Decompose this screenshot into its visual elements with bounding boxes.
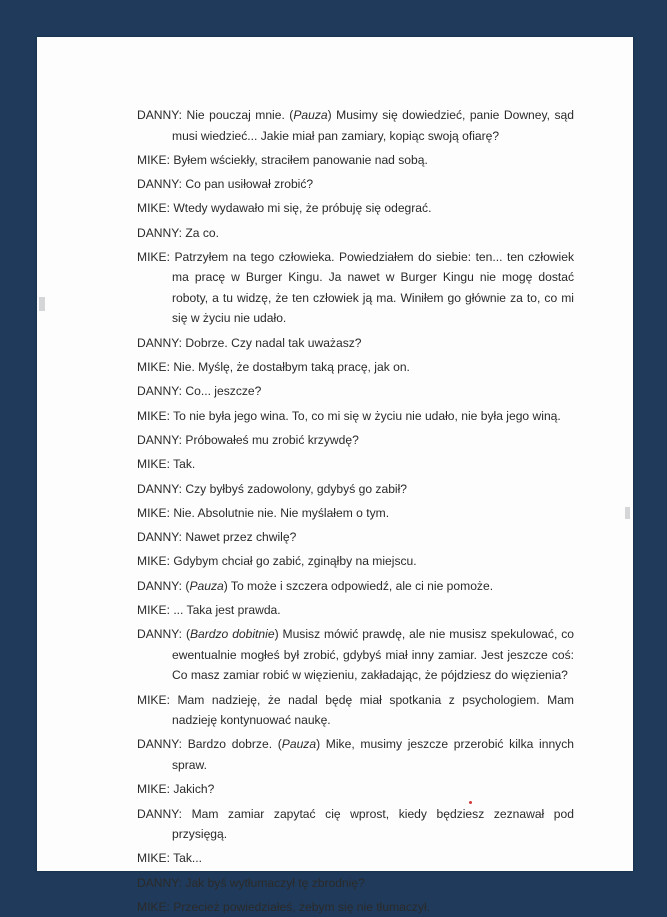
dialogue-line — [137, 406, 574, 427]
speech-text: Czy byłbyś zadowolony, gdybyś go zabił? — [185, 481, 408, 496]
dialogue-line — [137, 779, 574, 800]
speech-text: Jakich? — [173, 782, 215, 797]
scan-smudge — [625, 507, 630, 519]
speaker-name: MIKE: — [137, 201, 170, 216]
speaker-name: MIKE: — [137, 554, 170, 569]
speech-text: ... Taka jest prawda. — [173, 603, 281, 618]
speaker-name: DANNY: — [137, 578, 183, 593]
dialogue-line — [137, 454, 574, 475]
speech-text: Jak byś wytłumaczył tę zbrodnię? — [185, 875, 365, 890]
speech-text: Próbowałeś mu zrobić krzywdę? — [185, 432, 359, 447]
speech-text: (Pauza) To może i szczera odpowiedź, ale ci nie pomoże. — [185, 578, 494, 593]
speaker-name: DANNY: — [137, 177, 183, 192]
dialogue-line — [137, 479, 574, 500]
dialogue-line — [137, 527, 574, 548]
stage-direction: Pauza — [189, 578, 224, 593]
speech-text: Nie. Absolutnie nie. Nie myślałem o tym. — [173, 505, 390, 520]
dialogue-script — [137, 105, 574, 917]
dialogue-line — [137, 247, 574, 329]
dialogue-line — [137, 198, 574, 219]
speaker-name: MIKE: — [137, 408, 170, 423]
dialogue-line — [137, 804, 574, 845]
speaker-name: DANNY: — [137, 737, 183, 752]
dialogue-line — [137, 848, 574, 869]
speech-text: Za co. — [185, 225, 220, 240]
dialogue-line — [137, 503, 574, 524]
dialogue-line — [137, 430, 574, 451]
speaker-name: MIKE: — [137, 249, 170, 264]
speaker-name: MIKE: — [137, 505, 170, 520]
speech-text: Gdybym chciał go zabić, zginąłby na miejscu. — [173, 554, 417, 569]
speaker-name: MIKE: — [137, 899, 170, 914]
speech-text: To nie była jego wina. To, co mi się w życiu nie udało, nie była jego winą. — [173, 408, 561, 423]
dialogue-line — [137, 873, 574, 894]
speech-text: Tak... — [173, 851, 202, 866]
speaker-name: DANNY: — [137, 335, 183, 350]
speech-text: Patrzyłem na tego człowieka. Powiedziałem do siebie: ten... ten człowiek ma pracę w Burger Kingu. Ja nawet w Burger Kingu nie mogę dostać roboty, a tu widzę, że ten człowiek ją ma. Winiłem go głównie za to, co mi się w życiu nie udało. — [172, 249, 574, 326]
dialogue-line — [137, 150, 574, 171]
speaker-name: DANNY: — [137, 481, 183, 496]
speaker-name: MIKE: — [137, 692, 170, 707]
speaker-name: DANNY: — [137, 108, 183, 122]
dialogue-line — [137, 551, 574, 572]
speech-text: Nawet przez chwilę? — [185, 530, 297, 545]
speech-text: Byłem wściekły, straciłem panowanie nad sobą. — [173, 152, 428, 167]
dialogue-line — [137, 624, 574, 686]
document-page — [37, 37, 633, 914]
speech-text: Co pan usiłował zrobić? — [185, 177, 314, 192]
speaker-name: DANNY: — [137, 225, 183, 240]
dialogue-line — [137, 105, 574, 146]
speech-text: Wtedy wydawało mi się, że próbuję się odegrać. — [173, 201, 432, 216]
speech-text: Dobrze. Czy nadal tak uważasz? — [185, 335, 362, 350]
speech-text: Bardzo dobrze. (Pauza) Mike, musimy jeszcze przerobić kilka innych spraw. — [172, 737, 574, 772]
speech-text: Tak. — [173, 457, 196, 472]
stage-direction: Bardzo dobitnie — [189, 627, 275, 642]
speaker-name: MIKE: — [137, 851, 170, 866]
speech-text: Co... jeszcze? — [185, 384, 262, 399]
speaker-name: DANNY: — [137, 627, 183, 642]
speaker-name: DANNY: — [137, 806, 183, 821]
dialogue-line — [137, 357, 574, 378]
speech-text: Przecież powiedziałeś, żebym się nie tłumaczył. — [173, 899, 431, 914]
speaker-name: MIKE: — [137, 457, 170, 472]
speaker-name: DANNY: — [137, 384, 183, 399]
stage-direction: Pauza — [293, 108, 328, 122]
speech-text: (Bardzo dobitnie) Musisz mówić prawdę, ale nie musisz spekulować, co ewentualnie mogłeś był zrobić, gdybyś miał inny zamiar. Jest jeszcze coś: Co masz zamiar robić w więzieniu, zakładając, że pójdziesz do więzienia? — [172, 627, 574, 683]
dialogue-line — [137, 690, 574, 731]
speech-text: Mam zamiar zapytać cię wprost, kiedy będziesz zeznawał pod przysięgą. — [172, 806, 574, 842]
dialogue-line — [137, 734, 574, 775]
dialogue-line — [137, 223, 574, 244]
dialogue-line — [137, 333, 574, 354]
speaker-name: DANNY: — [137, 432, 183, 447]
dialogue-line — [137, 381, 574, 402]
dialogue-line — [137, 174, 574, 195]
speech-text: Mam nadzieję, że nadal będę miał spotkania z psychologiem. Mam nadzieję kontynuować naukę. — [172, 692, 574, 728]
speech-text: Nie pouczaj mnie. (Pauza) Musimy się dowiedzieć, panie Downey, sąd musi wiedzieć... Jakie miał pan zamiary, kopiąc swoją ofiarę? — [172, 108, 574, 143]
speaker-name: DANNY: — [137, 875, 183, 890]
dialogue-line — [137, 576, 574, 597]
scan-smudge — [39, 297, 45, 311]
speaker-name: DANNY: — [137, 530, 183, 545]
dialogue-line — [137, 600, 574, 621]
stage-direction: Pauza — [281, 737, 317, 752]
speaker-name: MIKE: — [137, 782, 170, 797]
speech-text: Nie. Myślę, że dostałbym taką pracę, jak on. — [173, 360, 410, 375]
speaker-name: MIKE: — [137, 360, 170, 375]
speaker-name: MIKE: — [137, 152, 170, 167]
speaker-name: MIKE: — [137, 603, 170, 618]
